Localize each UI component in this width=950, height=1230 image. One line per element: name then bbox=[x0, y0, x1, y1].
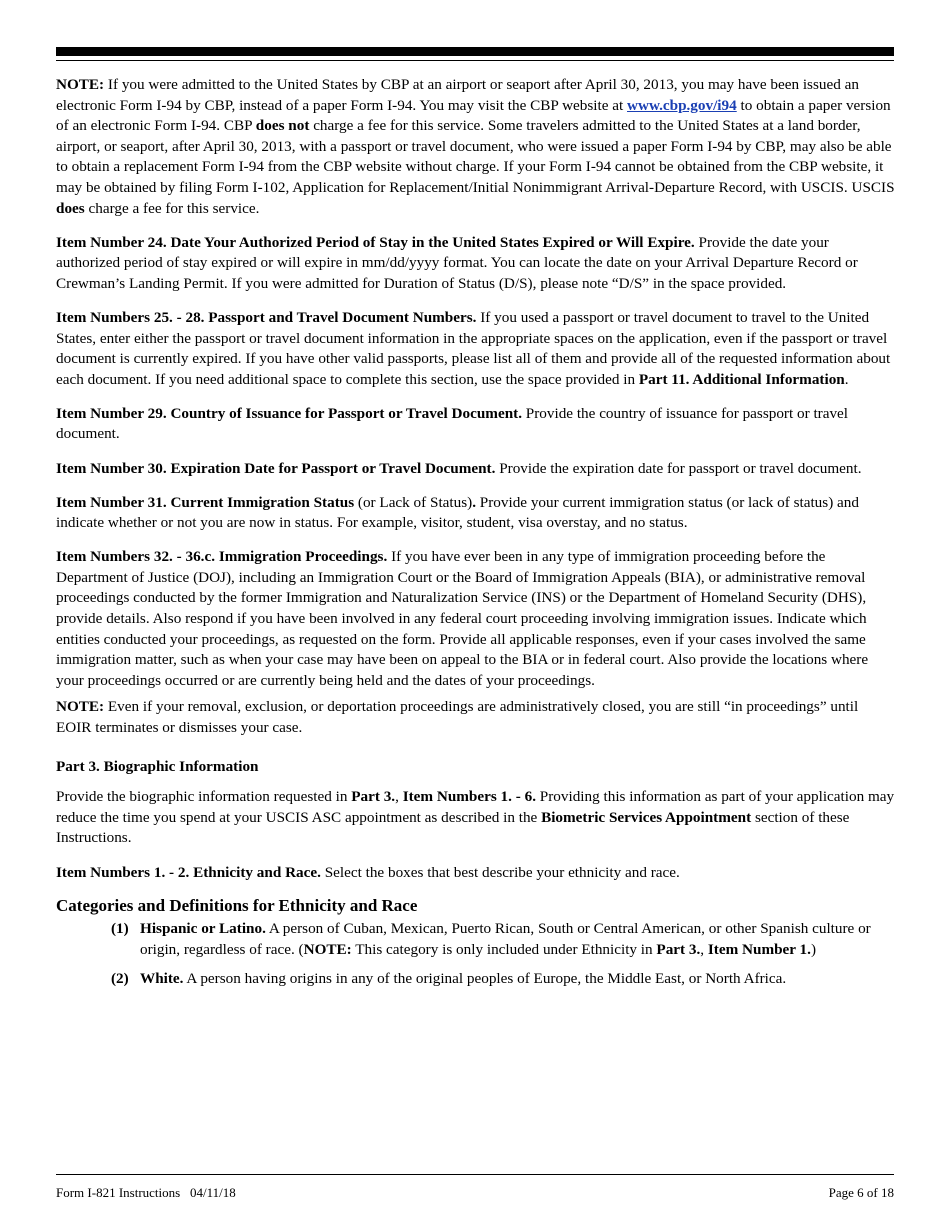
category-hispanic-latino: (1) Hispanic or Latino. A person of Cuban, Mexican, Puerto Rican, South or Central American, or other Spanish culture or origin, regardless of race. (NOTE: This category is only included under Ethnicity in Part 3., Item Number 1.) bbox=[111, 920, 871, 958]
instructions-body bbox=[56, 75, 896, 990]
item-29-paragraph: Item Number 29. Country of Issuance for Passport or Travel Document. Provide the country of issuance for passport or travel document. bbox=[56, 404, 849, 443]
page-number: Page 6 of 18 bbox=[828, 1185, 894, 1200]
item-1-2-paragraph: Item Numbers 1. - 2. Ethnicity and Race. Select the boxes that best describe your ethnicity and race. bbox=[56, 863, 680, 881]
item-25-28-paragraph: Item Numbers 25. - 28. Passport and Travel Document Numbers. If you used a passport or travel document to travel to the United States, enter either the passport or travel document information in the appropriate spaces on the application, even if the passport or travel document is currently expired. If you have other valid passports, please list all of them and provide all of the requested information about each document. If you need additional space to complete this section, use the space provided in Part 11. Additional Information. bbox=[56, 308, 891, 388]
header-thick-rule bbox=[56, 47, 894, 56]
cbp-i94-link[interactable]: www.cbp.gov/i94 bbox=[627, 96, 737, 114]
category-white: (2) White. A person having origins in any of the original peoples of Europe, the Middle East, or North Africa. bbox=[56, 969, 896, 990]
item-31-paragraph: Item Number 31. Current Immigration Status (or Lack of Status). Provide your current immigration status (or lack of status) and indicate whether or not you are now in status. For example, visitor, student, visa overstay, and no status. bbox=[56, 493, 859, 532]
item-24-paragraph: Item Number 24. Date Your Authorized Period of Stay in the United States Expired or Will Expire. Provide the date your authorized period of stay expired or will expire in mm/dd/yyyy format. You can locate the date on your Arrival Departure Record or Crewman’s Landing Permit. If you were admitted for Duration of Status (D/S), please note “D/S” in the space provided. bbox=[56, 233, 858, 292]
part-3-paragraph: Provide the biographic information requested in Part 3., Item Numbers 1. - 6. Providing this information as part of your application may reduce the time you spend at your USCIS ASC appointment as described in the Biometric Services Appointment section of these Instructions. bbox=[56, 788, 895, 847]
form-id-date: Form I-821 Instructions 04/11/18 bbox=[56, 1185, 236, 1200]
note-cbp-i94: NOTE: If you were admitted to the United States by CBP at an airport or seaport after April 30, 2013, you may have been issued an electronic Form I-94 by CBP, instead of a paper Form I-94. You may visit the CBP website at www.cbp.gov/i94 to obtain a paper version of an electronic Form I-94. CBP does not charge a fee for this service. Some travelers admitted to the United States at a land border, airport, or seaport, after April 30, 2013, with a passport or travel document, who were issued a paper Form I-94 by CBP, may also be able to obtain a replacement Form I-94 from the CBP website without charge. If your Form I-94 cannot be obtained from the CBP website, it may be obtained by filing Form I-102, Application for Replacement/Initial Nonimmigrant Arrival-Departure Record, with USCIS. USCIS does charge a fee for this service. bbox=[56, 76, 895, 217]
header-thin-rule bbox=[56, 60, 894, 61]
categories-heading: Categories and Definitions for Ethnicity and Race bbox=[56, 896, 418, 916]
category-number: (2) bbox=[111, 970, 129, 988]
item-32-36-paragraph: Item Numbers 32. - 36.c. Immigration Proceedings. If you have ever been in any type of immigration proceeding before the Department of Justice (DOJ), including an Immigration Court or the Board of Immigration Appeals (BIA), or administrative removal proceedings conducted by the former Immigration and Naturalization Service (INS) or the Department of Homeland Security (DHS), provide details. Also respond if you have been involved in any federal court proceeding involving immigration issues. Indicate which entities conducted your proceedings, as requested on the form. Provide all applicable responses, even if your cases involved the same immigration matter, such as when your case may have been on appeal to the BIA or in federal court. Also provide the locations where your proceedings occurred or are currently being held and the dates of your proceedings. bbox=[56, 548, 869, 689]
note-proceedings: NOTE: Even if your removal, exclusion, or deportation proceedings are administratively closed, you are still “in proceedings” until EOIR terminates or dismisses your case. bbox=[56, 698, 859, 737]
part-3-heading: Part 3. Biographic Information bbox=[56, 757, 259, 775]
item-30-paragraph: Item Number 30. Expiration Date for Passport or Travel Document. Provide the expiration date for passport or travel document. bbox=[56, 459, 862, 477]
footer-rule bbox=[56, 1174, 894, 1175]
category-number: (1) bbox=[111, 920, 129, 938]
